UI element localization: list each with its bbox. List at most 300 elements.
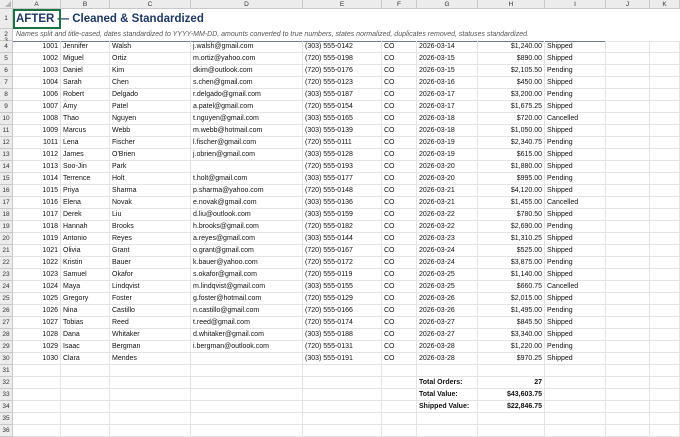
- cell-email[interactable]: a.patel@gmail.com: [191, 101, 303, 113]
- cell-state[interactable]: CO: [382, 197, 417, 209]
- cell-status[interactable]: Pending: [545, 341, 606, 353]
- cell-order-id[interactable]: 1027: [13, 317, 61, 329]
- empty-cell[interactable]: [650, 353, 680, 365]
- cell-first-name[interactable]: Terrence: [61, 173, 110, 185]
- cell-first-name[interactable]: Antonio: [61, 233, 110, 245]
- cell-status[interactable]: Shipped: [545, 149, 606, 161]
- cell-status[interactable]: Shipped: [545, 77, 606, 89]
- empty-cell[interactable]: [650, 125, 680, 137]
- cell-first-name[interactable]: Kristin: [61, 257, 110, 269]
- cell-order-date[interactable]: 2026-03-20: [417, 161, 478, 173]
- cell-amount[interactable]: $3,340.00: [478, 329, 545, 341]
- empty-cell[interactable]: [650, 41, 680, 53]
- cell-amount[interactable]: $995.00: [478, 173, 545, 185]
- cell-email[interactable]: i.bergman@outlook.com: [191, 341, 303, 353]
- row-header[interactable]: 33: [0, 389, 13, 401]
- cell-phone[interactable]: (720) 555-0182: [303, 221, 382, 233]
- column-header-d[interactable]: D: [191, 0, 303, 9]
- row-header[interactable]: 15: [0, 173, 13, 185]
- cell-first-name[interactable]: Priya: [61, 185, 110, 197]
- cell-amount[interactable]: $1,220.00: [478, 341, 545, 353]
- cell-phone[interactable]: (720) 555-0123: [303, 77, 382, 89]
- cell-email[interactable]: t.nguyen@gmail.com: [191, 113, 303, 125]
- cell-phone[interactable]: (303) 555-0128: [303, 149, 382, 161]
- cell-status[interactable]: Shipped: [545, 125, 606, 137]
- row-header[interactable]: 36: [0, 425, 13, 437]
- cell-status[interactable]: Cancelled: [545, 281, 606, 293]
- empty-cell[interactable]: [13, 389, 61, 401]
- row-header[interactable]: 25: [0, 293, 13, 305]
- empty-cell[interactable]: [478, 413, 545, 425]
- empty-cell[interactable]: [61, 389, 110, 401]
- empty-cell[interactable]: [303, 389, 382, 401]
- row-header[interactable]: 8: [0, 89, 13, 101]
- empty-cell[interactable]: [606, 65, 650, 77]
- empty-cell[interactable]: [650, 425, 680, 437]
- cell-amount[interactable]: $1,310.25: [478, 233, 545, 245]
- column-header-h[interactable]: H: [478, 0, 545, 9]
- empty-cell[interactable]: [650, 401, 680, 413]
- row-header[interactable]: 34: [0, 401, 13, 413]
- cell-order-date[interactable]: 2026-03-15: [417, 65, 478, 77]
- row-header[interactable]: 10: [0, 113, 13, 125]
- cell-last-name[interactable]: Foster: [110, 293, 191, 305]
- cell-email[interactable]: s.chen@gmail.com: [191, 77, 303, 89]
- row-header[interactable]: 18: [0, 209, 13, 221]
- row-header[interactable]: 28: [0, 329, 13, 341]
- cell-last-name[interactable]: Delgado: [110, 89, 191, 101]
- cell-order-date[interactable]: 2026-03-17: [417, 101, 478, 113]
- cell-first-name[interactable]: Hannah: [61, 221, 110, 233]
- cell-amount[interactable]: $1,675.25: [478, 101, 545, 113]
- cell-last-name[interactable]: Nguyen: [110, 113, 191, 125]
- cell-email[interactable]: dkim@outlook.com: [191, 65, 303, 77]
- cell-order-id[interactable]: 1016: [13, 197, 61, 209]
- cell-state[interactable]: CO: [382, 65, 417, 77]
- empty-cell[interactable]: [545, 413, 606, 425]
- cell-order-date[interactable]: 2026-03-21: [417, 197, 478, 209]
- cell-email[interactable]: d.whitaker@gmail.com: [191, 329, 303, 341]
- empty-cell[interactable]: [110, 401, 191, 413]
- cell-state[interactable]: CO: [382, 209, 417, 221]
- cell-phone[interactable]: (303) 555-0188: [303, 329, 382, 341]
- empty-cell[interactable]: [650, 329, 680, 341]
- empty-cell[interactable]: [650, 137, 680, 149]
- empty-cell[interactable]: [606, 365, 650, 377]
- row-header[interactable]: 13: [0, 149, 13, 161]
- empty-cell[interactable]: [478, 425, 545, 437]
- cell-email[interactable]: j.walsh@gmail.com: [191, 41, 303, 53]
- cell-state[interactable]: CO: [382, 233, 417, 245]
- cell-first-name[interactable]: Sarah: [61, 77, 110, 89]
- empty-cell[interactable]: [650, 233, 680, 245]
- empty-cell[interactable]: [606, 137, 650, 149]
- empty-cell[interactable]: [650, 77, 680, 89]
- row-header[interactable]: 9: [0, 101, 13, 113]
- cell-first-name[interactable]: Elena: [61, 197, 110, 209]
- cell-state[interactable]: CO: [382, 125, 417, 137]
- empty-cell[interactable]: [650, 113, 680, 125]
- empty-cell[interactable]: [191, 389, 303, 401]
- cell-last-name[interactable]: Liu: [110, 209, 191, 221]
- cell-order-id[interactable]: 1013: [13, 161, 61, 173]
- cell-first-name[interactable]: Maya: [61, 281, 110, 293]
- cell-last-name[interactable]: Kim: [110, 65, 191, 77]
- empty-cell[interactable]: [110, 425, 191, 437]
- cell-last-name[interactable]: Novak: [110, 197, 191, 209]
- cell-last-name[interactable]: Whitaker: [110, 329, 191, 341]
- empty-cell[interactable]: [545, 425, 606, 437]
- cell-amount[interactable]: $4,120.00: [478, 185, 545, 197]
- cell-state[interactable]: CO: [382, 329, 417, 341]
- cell-amount[interactable]: $525.00: [478, 245, 545, 257]
- cell-phone[interactable]: (303) 555-0144: [303, 233, 382, 245]
- empty-cell[interactable]: [606, 341, 650, 353]
- empty-cell[interactable]: [545, 401, 606, 413]
- cell-status[interactable]: Shipped: [545, 209, 606, 221]
- cell-status[interactable]: Shipped: [545, 101, 606, 113]
- column-header-j[interactable]: J: [606, 0, 650, 9]
- cell-state[interactable]: CO: [382, 149, 417, 161]
- cell-order-date[interactable]: 2026-03-26: [417, 305, 478, 317]
- empty-cell[interactable]: [606, 173, 650, 185]
- cell-order-date[interactable]: 2026-03-16: [417, 77, 478, 89]
- cell-phone[interactable]: (720) 555-0174: [303, 317, 382, 329]
- cell-order-id[interactable]: 1012: [13, 149, 61, 161]
- cell-phone[interactable]: (303) 555-0142: [303, 41, 382, 53]
- cell-email[interactable]: m.webb@hotmail.com: [191, 125, 303, 137]
- row-header[interactable]: 30: [0, 353, 13, 365]
- sheet-title[interactable]: AFTER — Cleaned & Standardized: [16, 13, 204, 25]
- cell-phone[interactable]: (303) 555-0177: [303, 173, 382, 185]
- cell-order-id[interactable]: 1003: [13, 65, 61, 77]
- cell-amount[interactable]: $3,875.00: [478, 257, 545, 269]
- row-header[interactable]: 7: [0, 77, 13, 89]
- empty-cell[interactable]: [650, 305, 680, 317]
- cell-order-id[interactable]: 1009: [13, 125, 61, 137]
- cell-status[interactable]: Shipped: [545, 53, 606, 65]
- column-header-a[interactable]: A: [13, 0, 61, 9]
- row-header[interactable]: 32: [0, 377, 13, 389]
- cell-status[interactable]: Shipped: [545, 317, 606, 329]
- sheet-subtitle[interactable]: Names split and title-cased, dates standardized to YYYY-MM-DD, amounts converted to true numbers, states normalized, duplicates removed, statuses standardized.: [16, 31, 529, 38]
- empty-cell[interactable]: [382, 377, 417, 389]
- cell-order-date[interactable]: 2026-03-28: [417, 353, 478, 365]
- cell-last-name[interactable]: Reed: [110, 317, 191, 329]
- cell-last-name[interactable]: Brooks: [110, 221, 191, 233]
- cell-status[interactable]: Pending: [545, 257, 606, 269]
- cell-order-date[interactable]: 2026-03-27: [417, 317, 478, 329]
- empty-cell[interactable]: [61, 401, 110, 413]
- cell-order-date[interactable]: 2026-03-26: [417, 293, 478, 305]
- empty-cell[interactable]: [191, 377, 303, 389]
- cell-first-name[interactable]: Tobias: [61, 317, 110, 329]
- cell-order-id[interactable]: 1021: [13, 245, 61, 257]
- cell-email[interactable]: k.bauer@yahoo.com: [191, 257, 303, 269]
- cell-state[interactable]: CO: [382, 113, 417, 125]
- empty-cell[interactable]: [61, 413, 110, 425]
- cell-status[interactable]: Pending: [545, 137, 606, 149]
- empty-cell[interactable]: [650, 281, 680, 293]
- cell-status[interactable]: Shipped: [545, 161, 606, 173]
- cell-state[interactable]: CO: [382, 305, 417, 317]
- cell-order-date[interactable]: 2026-03-19: [417, 149, 478, 161]
- cell-last-name[interactable]: Fischer: [110, 137, 191, 149]
- row-header[interactable]: 27: [0, 317, 13, 329]
- cell-amount[interactable]: $2,690.00: [478, 221, 545, 233]
- cell-phone[interactable]: (303) 555-0165: [303, 113, 382, 125]
- empty-cell[interactable]: [650, 173, 680, 185]
- empty-cell[interactable]: [606, 353, 650, 365]
- column-header-b[interactable]: B: [61, 0, 110, 9]
- cell-email[interactable]: t.holt@gmail.com: [191, 173, 303, 185]
- empty-cell[interactable]: [650, 209, 680, 221]
- shipped-value-value[interactable]: $22,846.75: [478, 401, 545, 413]
- row-header[interactable]: 11: [0, 125, 13, 137]
- cell-order-id[interactable]: 1030: [13, 353, 61, 365]
- cell-order-date[interactable]: 2026-03-14: [417, 41, 478, 53]
- cell-email[interactable]: h.brooks@gmail.com: [191, 221, 303, 233]
- cell-order-date[interactable]: 2026-03-19: [417, 137, 478, 149]
- empty-cell[interactable]: [191, 365, 303, 377]
- empty-cell[interactable]: [303, 365, 382, 377]
- cell-email[interactable]: a.reyes@gmail.com: [191, 233, 303, 245]
- cell-phone[interactable]: (303) 555-0187: [303, 89, 382, 101]
- cell-amount[interactable]: $660.75: [478, 281, 545, 293]
- empty-cell[interactable]: [303, 377, 382, 389]
- empty-cell[interactable]: [545, 389, 606, 401]
- cell-email[interactable]: p.sharma@yahoo.com: [191, 185, 303, 197]
- cell-first-name[interactable]: Amy: [61, 101, 110, 113]
- cell-order-date[interactable]: 2026-03-15: [417, 53, 478, 65]
- cell-amount[interactable]: $1,455.00: [478, 197, 545, 209]
- cell-order-id[interactable]: 1024: [13, 281, 61, 293]
- cell-state[interactable]: CO: [382, 281, 417, 293]
- empty-cell[interactable]: [650, 245, 680, 257]
- cell-state[interactable]: CO: [382, 293, 417, 305]
- column-header-i[interactable]: I: [545, 0, 606, 9]
- empty-cell[interactable]: [606, 197, 650, 209]
- cell-phone[interactable]: (303) 555-0159: [303, 209, 382, 221]
- empty-cell[interactable]: [545, 365, 606, 377]
- cell-first-name[interactable]: Robert: [61, 89, 110, 101]
- empty-cell[interactable]: [61, 365, 110, 377]
- cell-order-id[interactable]: 1007: [13, 101, 61, 113]
- column-header-f[interactable]: F: [382, 0, 417, 9]
- cell-first-name[interactable]: Jennifer: [61, 41, 110, 53]
- cell-phone[interactable]: (720) 555-0167: [303, 245, 382, 257]
- cell-order-id[interactable]: 1006: [13, 89, 61, 101]
- cell-state[interactable]: CO: [382, 77, 417, 89]
- cell-email[interactable]: e.novak@gmail.com: [191, 197, 303, 209]
- empty-cell[interactable]: [417, 425, 478, 437]
- empty-cell[interactable]: [650, 293, 680, 305]
- cell-order-id[interactable]: 1017: [13, 209, 61, 221]
- cell-order-date[interactable]: 2026-03-28: [417, 341, 478, 353]
- empty-cell[interactable]: [606, 389, 650, 401]
- cell-phone[interactable]: (720) 555-0129: [303, 293, 382, 305]
- empty-cell[interactable]: [606, 53, 650, 65]
- cell-order-date[interactable]: 2026-03-22: [417, 221, 478, 233]
- cell-amount[interactable]: $615.00: [478, 149, 545, 161]
- row-header[interactable]: 2: [0, 29, 13, 41]
- cell-phone[interactable]: (720) 555-0119: [303, 269, 382, 281]
- cell-last-name[interactable]: Bergman: [110, 341, 191, 353]
- cell-status[interactable]: Shipped: [545, 233, 606, 245]
- cell-phone[interactable]: (303) 555-0191: [303, 353, 382, 365]
- empty-cell[interactable]: [650, 149, 680, 161]
- empty-cell[interactable]: [606, 77, 650, 89]
- row-header[interactable]: 21: [0, 245, 13, 257]
- cell-amount[interactable]: $1,140.00: [478, 269, 545, 281]
- empty-cell[interactable]: [191, 413, 303, 425]
- empty-cell[interactable]: [13, 377, 61, 389]
- cell-phone[interactable]: (720) 555-0154: [303, 101, 382, 113]
- empty-cell[interactable]: [382, 413, 417, 425]
- cell-state[interactable]: CO: [382, 317, 417, 329]
- cell-last-name[interactable]: Reyes: [110, 233, 191, 245]
- empty-cell[interactable]: [606, 305, 650, 317]
- cell-status[interactable]: Pending: [545, 305, 606, 317]
- cell-amount[interactable]: $2,105.50: [478, 65, 545, 77]
- empty-cell[interactable]: [606, 329, 650, 341]
- cell-email[interactable]: g.foster@hotmail.com: [191, 293, 303, 305]
- cell-state[interactable]: CO: [382, 257, 417, 269]
- empty-cell[interactable]: [606, 317, 650, 329]
- empty-cell[interactable]: [606, 281, 650, 293]
- empty-cell[interactable]: [650, 53, 680, 65]
- cell-first-name[interactable]: Clara: [61, 353, 110, 365]
- cell-state[interactable]: CO: [382, 269, 417, 281]
- row-header[interactable]: 23: [0, 269, 13, 281]
- cell-order-date[interactable]: 2026-03-18: [417, 113, 478, 125]
- cell-state[interactable]: CO: [382, 161, 417, 173]
- empty-cell[interactable]: [650, 389, 680, 401]
- cell-first-name[interactable]: Thao: [61, 113, 110, 125]
- cell-amount[interactable]: $3,200.00: [478, 89, 545, 101]
- empty-cell[interactable]: [650, 197, 680, 209]
- cell-last-name[interactable]: Okafor: [110, 269, 191, 281]
- cell-order-id[interactable]: 1011: [13, 137, 61, 149]
- row-header[interactable]: 29: [0, 341, 13, 353]
- column-header-c[interactable]: C: [110, 0, 191, 9]
- cell-amount[interactable]: $845.50: [478, 317, 545, 329]
- cell-status[interactable]: Shipped: [545, 41, 606, 53]
- row-header[interactable]: 5: [0, 53, 13, 65]
- cell-last-name[interactable]: Lindqvist: [110, 281, 191, 293]
- cell-amount[interactable]: $970.25: [478, 353, 545, 365]
- cell-status[interactable]: Pending: [545, 221, 606, 233]
- cell-last-name[interactable]: Chen: [110, 77, 191, 89]
- empty-cell[interactable]: [606, 41, 650, 53]
- cell-amount[interactable]: $1,050.00: [478, 125, 545, 137]
- cell-order-id[interactable]: 1026: [13, 305, 61, 317]
- cell-first-name[interactable]: Gregory: [61, 293, 110, 305]
- cell-amount[interactable]: $2,015.00: [478, 293, 545, 305]
- row-header[interactable]: 31: [0, 365, 13, 377]
- cell-status[interactable]: Cancelled: [545, 197, 606, 209]
- cell-phone[interactable]: (720) 555-0131: [303, 341, 382, 353]
- empty-cell[interactable]: [650, 221, 680, 233]
- row-header[interactable]: 24: [0, 281, 13, 293]
- cell-order-id[interactable]: 1029: [13, 341, 61, 353]
- cell-order-id[interactable]: 1001: [13, 41, 61, 53]
- cell-last-name[interactable]: Sharma: [110, 185, 191, 197]
- row-header[interactable]: 6: [0, 65, 13, 77]
- cell-email[interactable]: m.lindqvist@gmail.com: [191, 281, 303, 293]
- cell-order-id[interactable]: 1002: [13, 53, 61, 65]
- cell-status[interactable]: Shipped: [545, 329, 606, 341]
- cell-order-id[interactable]: 1004: [13, 77, 61, 89]
- row-header[interactable]: 12: [0, 137, 13, 149]
- empty-cell[interactable]: [606, 293, 650, 305]
- empty-cell[interactable]: [417, 365, 478, 377]
- cell-first-name[interactable]: Soo-Jin: [61, 161, 110, 173]
- cell-amount[interactable]: $1,240.00: [478, 41, 545, 53]
- empty-cell[interactable]: [382, 389, 417, 401]
- cell-order-date[interactable]: 2026-03-24: [417, 245, 478, 257]
- empty-cell[interactable]: [606, 89, 650, 101]
- empty-cell[interactable]: [606, 125, 650, 137]
- empty-cell[interactable]: [650, 89, 680, 101]
- cell-order-id[interactable]: 1025: [13, 293, 61, 305]
- cell-order-id[interactable]: 1008: [13, 113, 61, 125]
- cell-email[interactable]: l.fischer@gmail.com: [191, 137, 303, 149]
- row-header[interactable]: 35: [0, 413, 13, 425]
- empty-cell[interactable]: [606, 425, 650, 437]
- empty-cell[interactable]: [13, 401, 61, 413]
- cell-order-id[interactable]: 1015: [13, 185, 61, 197]
- shipped-value-label[interactable]: Shipped Value:: [417, 401, 478, 413]
- cell-phone[interactable]: (720) 555-0176: [303, 65, 382, 77]
- total-orders-label[interactable]: Total Orders:: [417, 377, 478, 389]
- cell-state[interactable]: CO: [382, 89, 417, 101]
- cell-order-date[interactable]: 2026-03-25: [417, 281, 478, 293]
- cell-status[interactable]: Cancelled: [545, 113, 606, 125]
- cell-order-date[interactable]: 2026-03-22: [417, 209, 478, 221]
- total-value-value[interactable]: $43,603.75: [478, 389, 545, 401]
- empty-cell[interactable]: [606, 221, 650, 233]
- row-header[interactable]: 16: [0, 185, 13, 197]
- empty-cell[interactable]: [606, 257, 650, 269]
- empty-cell[interactable]: [650, 341, 680, 353]
- total-value-label[interactable]: Total Value:: [417, 389, 478, 401]
- cell-first-name[interactable]: James: [61, 149, 110, 161]
- empty-cell[interactable]: [650, 269, 680, 281]
- cell-amount[interactable]: $1,495.00: [478, 305, 545, 317]
- cell-email[interactable]: [191, 353, 303, 365]
- empty-cell[interactable]: [61, 425, 110, 437]
- cell-status[interactable]: Shipped: [545, 185, 606, 197]
- cell-first-name[interactable]: Isaac: [61, 341, 110, 353]
- cell-last-name[interactable]: Grant: [110, 245, 191, 257]
- cell-status[interactable]: Pending: [545, 89, 606, 101]
- cell-state[interactable]: CO: [382, 341, 417, 353]
- empty-cell[interactable]: [606, 161, 650, 173]
- cell-last-name[interactable]: O'Brien: [110, 149, 191, 161]
- empty-cell[interactable]: [382, 365, 417, 377]
- cell-phone[interactable]: (303) 555-0155: [303, 281, 382, 293]
- cell-phone[interactable]: (720) 555-0172: [303, 257, 382, 269]
- empty-cell[interactable]: [650, 101, 680, 113]
- row-header[interactable]: 1: [0, 9, 13, 29]
- cell-last-name[interactable]: Webb: [110, 125, 191, 137]
- empty-cell[interactable]: [606, 185, 650, 197]
- cell-email[interactable]: r.delgado@gmail.com: [191, 89, 303, 101]
- cell-first-name[interactable]: Daniel: [61, 65, 110, 77]
- cell-email[interactable]: d.liu@outlook.com: [191, 209, 303, 221]
- empty-cell[interactable]: [13, 425, 61, 437]
